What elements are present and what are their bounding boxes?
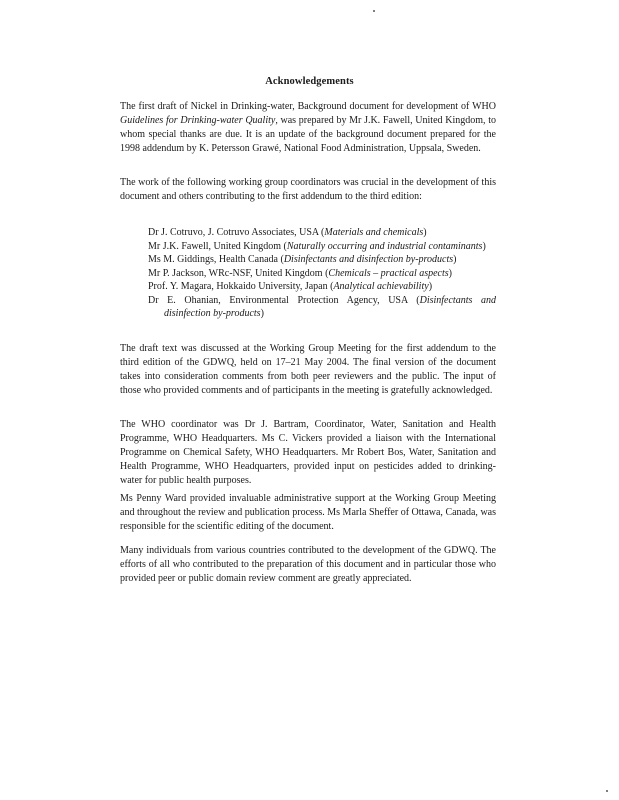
guidelines-title: Guidelines for Drinking-water Quality bbox=[120, 115, 276, 126]
paragraph-working-group: The work of the following working group coordinators was crucial in the development of this document and others contributing to the first addendum to the third edition: bbox=[120, 177, 496, 202]
list-item bbox=[148, 294, 496, 321]
paren-close: ) bbox=[260, 308, 264, 319]
paren-close: ) bbox=[423, 227, 427, 238]
coordinator-list bbox=[148, 226, 496, 321]
scan-speck bbox=[606, 790, 608, 792]
paragraph-administrative-support: Ms Penny Ward provided invaluable administrative support at the Working Group Meeting and throughout the review and publication process. Ms Marla Sheffer of Ottawa, Canada, was responsible for the scientific editing of the document. bbox=[120, 493, 496, 532]
paren-close: ) bbox=[448, 267, 453, 279]
coordinator-role: Materials and chemicals bbox=[324, 227, 424, 238]
coordinator-name: Ms M. Giddings, Health Canada ( bbox=[148, 254, 284, 265]
coordinator-name: Prof. Y. Magara, Hokkaido University, Japan ( bbox=[148, 281, 334, 292]
paragraph-text: , was prepared by Mr J.K. Fawell, United Kingdom, to whom special thanks are due. It is an update of the background document prepared for the 1998 addendum by K. Petersson Grawé, National Food Administration, Uppsala, Sweden. bbox=[120, 115, 496, 154]
list-item bbox=[148, 226, 496, 240]
scan-speck bbox=[373, 10, 375, 12]
coordinator-role: Analytical achievability bbox=[333, 281, 429, 292]
coordinator-role: Chemicals – practical aspects bbox=[328, 267, 449, 279]
paren-close: ) bbox=[453, 254, 457, 265]
list-item bbox=[148, 267, 496, 281]
coordinator-role: Disinfectants and disinfection by-products bbox=[164, 294, 497, 319]
list-item bbox=[148, 280, 496, 294]
paragraph-text: The first draft of Nickel in Drinking-water, Background document for development of WHO bbox=[120, 101, 496, 112]
coordinator-name: Dr J. Cotruvo, J. Cotruvo Associates, USA ( bbox=[148, 227, 325, 238]
list-item bbox=[148, 253, 496, 267]
coordinator-name: Dr E. Ohanian, Environmental Protection Agency, USA ( bbox=[148, 294, 420, 306]
coordinator-name: Mr J.K. Fawell, United Kingdom ( bbox=[148, 240, 287, 252]
coordinator-role: Naturally occurring and industrial contaminants bbox=[286, 240, 483, 252]
paren-close: ) bbox=[482, 240, 486, 252]
paragraph-who-coordinator: The WHO coordinator was Dr J. Bartram, Coordinator, Water, Sanitation and Health Programme, WHO Headquarters. Ms C. Vickers provided a liaison with the International Programme on Chemical Safety, WHO Headquarters. Mr Robert Bos, Water, Sanitation and Health Programme, WHO Headquarters, provided input on pesticides added to drinking-water for public health purposes. bbox=[120, 419, 496, 486]
page-title: Acknowledgements bbox=[265, 76, 354, 87]
list-item bbox=[148, 240, 496, 254]
paren-close: ) bbox=[428, 281, 433, 292]
paragraph-contributors: Many individuals from various countries contributed to the development of the GDWQ. The efforts of all who contributed to the preparation of this document and in particular those who provided peer or public domain review comment are greatly appreciated. bbox=[120, 545, 496, 584]
coordinator-role: Disinfectants and disinfection by-products bbox=[283, 254, 454, 265]
paragraph-draft-text: The draft text was discussed at the Working Group Meeting for the first addendum to the third edition of the GDWQ, held on 17–21 May 2004. The final version of the document takes into consideration comments from both peer reviewers and the public. The input of those who provided comments and of participants in the meeting is gratefully acknowledged. bbox=[120, 343, 496, 396]
paragraph-first-draft bbox=[120, 100, 496, 156]
coordinator-name: Mr P. Jackson, WRc-NSF, United Kingdom ( bbox=[148, 267, 329, 279]
